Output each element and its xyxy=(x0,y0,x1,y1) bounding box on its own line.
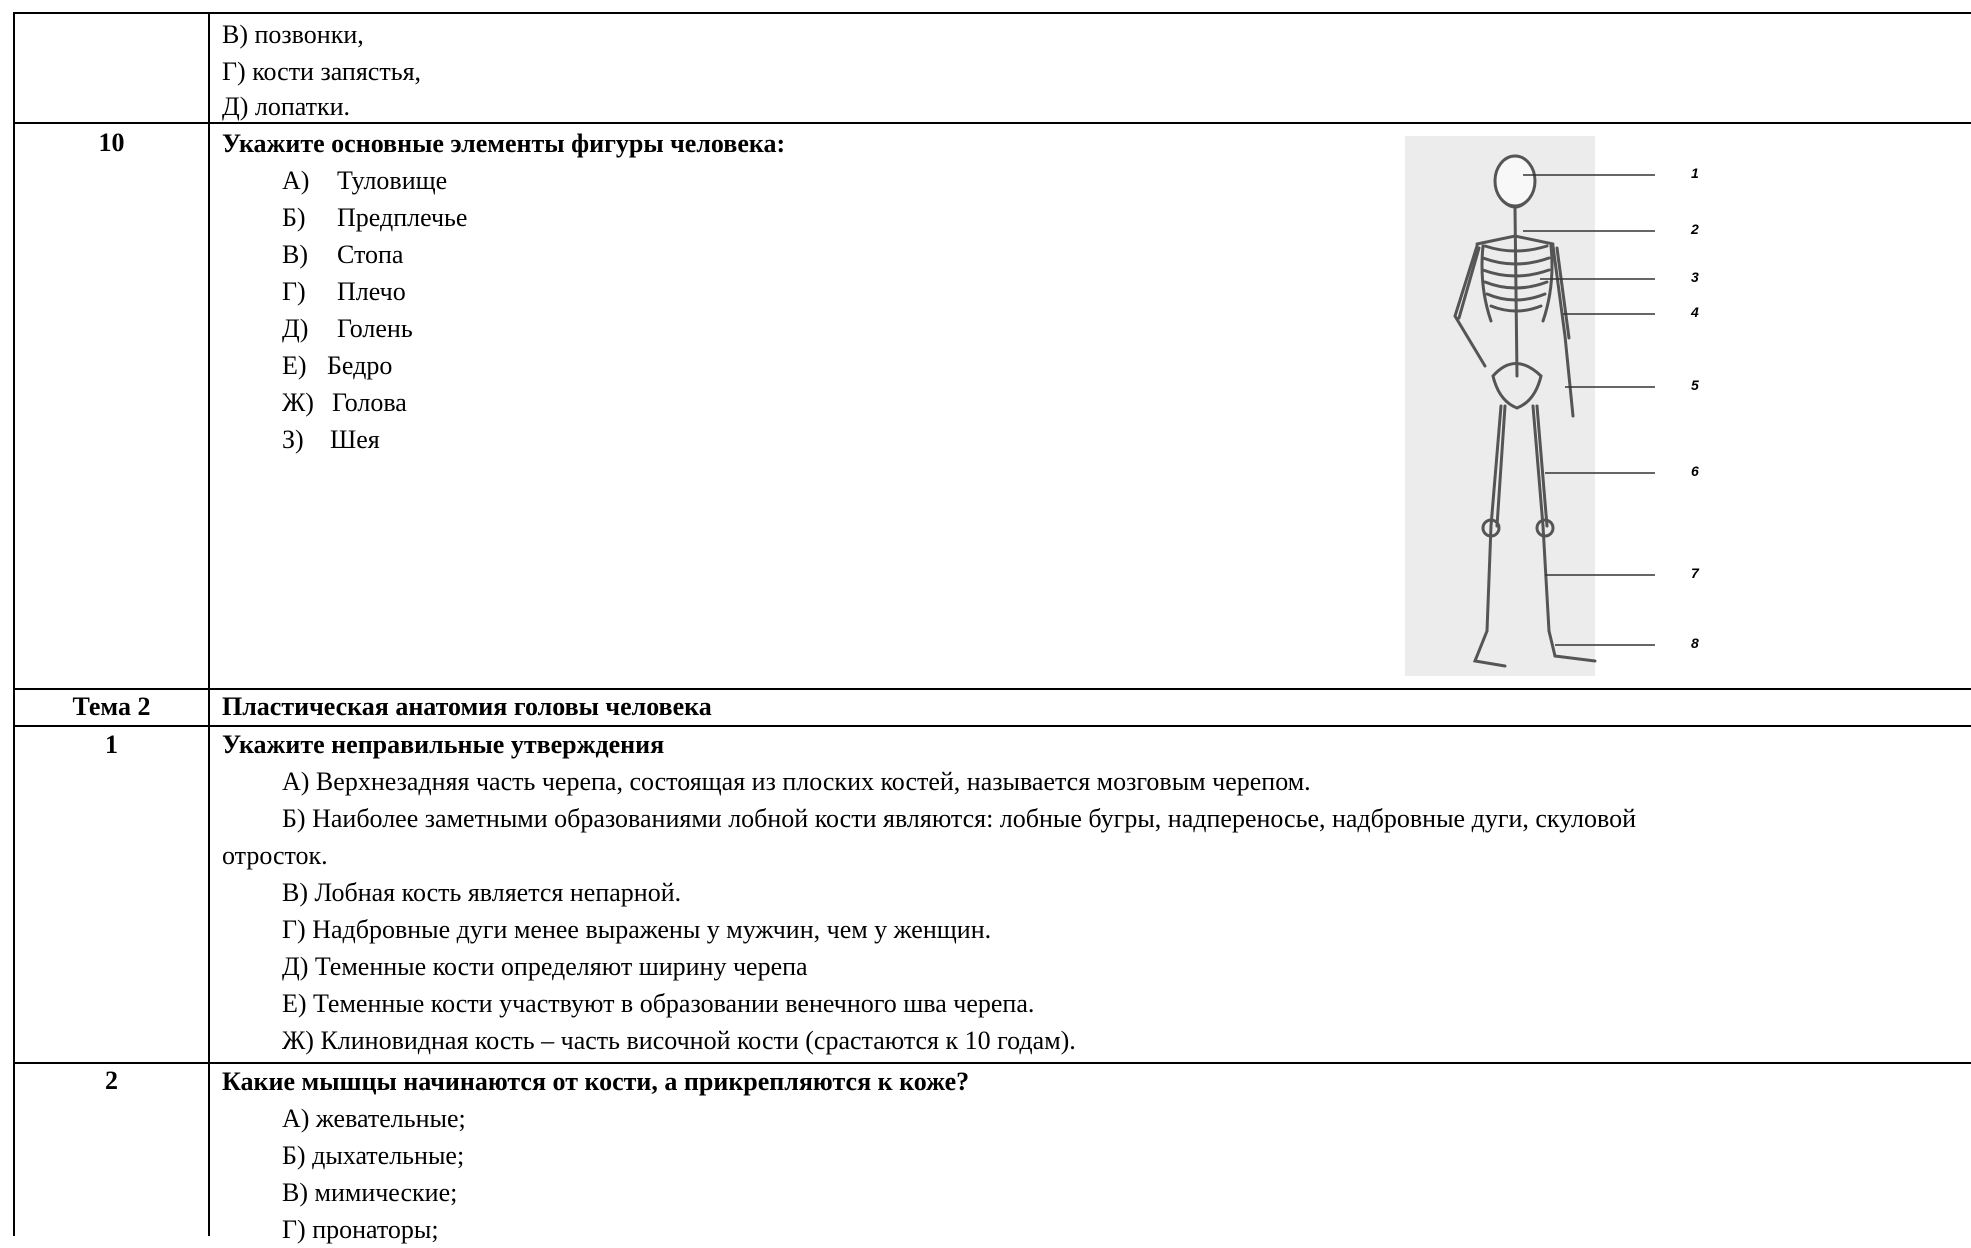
skeleton-illustration xyxy=(1405,136,1705,684)
question-2 xyxy=(222,1063,1971,1248)
statement: Д) Теменные кости определяют ширину черепа xyxy=(282,952,808,981)
topic-number: Тема 2 xyxy=(72,692,151,721)
statement: Е) Теменные кости участвуют в образовании венечного шва черепа. xyxy=(282,989,1035,1018)
statement: В) Лобная кость является непарной. xyxy=(282,878,682,907)
answer-option: А) Туловище xyxy=(282,166,448,195)
answer-option: Г) кости запястья, xyxy=(222,57,422,86)
statement: Г) Надбровные дуги менее выражены у мужчин, чем у женщин. xyxy=(282,915,992,944)
answer-option: Д) лопатки. xyxy=(222,92,351,121)
answer-option: В) мимические; xyxy=(282,1178,458,1207)
question-1 xyxy=(222,726,1971,1059)
figure-label-3: 3 xyxy=(1691,269,1699,285)
prev-question-options xyxy=(222,16,1971,124)
answer-option: Б) Предплечье xyxy=(282,203,468,232)
topic-title-text: Пластическая анатомия головы человека xyxy=(222,692,712,721)
statement-continued: отросток. xyxy=(222,841,328,870)
question-number: 2 xyxy=(105,1066,118,1095)
question-number: 1 xyxy=(105,730,118,759)
figure-label-1: 1 xyxy=(1691,165,1699,181)
answer-option: Г) пронаторы; xyxy=(282,1215,439,1244)
question-text: Укажите неправильные утверждения xyxy=(222,730,665,759)
question-text: Какие мышцы начинаются от кости, а прикрепляются к коже? xyxy=(222,1067,970,1096)
figure-label-8: 8 xyxy=(1691,635,1699,651)
answer-option: А) жевательные; xyxy=(282,1104,466,1133)
statement: Б) Наиболее заметными образованиями лобной кости являются: лобные бугры, надпереносье, надбровные дуги, скуловой xyxy=(282,804,1637,833)
statement: Ж) Клиновидная кость – часть височной кости (срастаются к 10 годам). xyxy=(282,1026,1076,1055)
question-10 xyxy=(222,125,1971,458)
question-number: 10 xyxy=(98,128,125,157)
answer-option: Б) дыхательные; xyxy=(282,1141,465,1170)
questions-table xyxy=(13,12,1971,1244)
question-text: Укажите основные элементы фигуры человека: xyxy=(222,129,786,158)
answer-option: Е) Бедро xyxy=(282,351,393,380)
figure-label-5: 5 xyxy=(1691,377,1699,393)
answer-option: Г) Плечо xyxy=(282,277,406,306)
statement: А) Верхнезадняя часть черепа, состоящая из плоских костей, называется мозговым черепом. xyxy=(282,767,1311,796)
answer-option: В) Стопа xyxy=(282,240,404,269)
answer-option: Ж) Голова xyxy=(282,388,407,417)
figure-label-4: 4 xyxy=(1691,304,1699,320)
column-divider xyxy=(208,14,210,1236)
row-divider xyxy=(15,122,1971,124)
figure-label-6: 6 xyxy=(1691,463,1699,479)
answer-option: В) позвонки, xyxy=(222,20,364,49)
answer-option: Д) Голень xyxy=(282,314,413,343)
figure-label-7: 7 xyxy=(1691,565,1699,581)
figure-label-2: 2 xyxy=(1691,221,1699,237)
topic-title xyxy=(222,690,1971,724)
answer-option: З) Шея xyxy=(282,425,380,454)
skeleton-figure xyxy=(1405,136,1705,684)
